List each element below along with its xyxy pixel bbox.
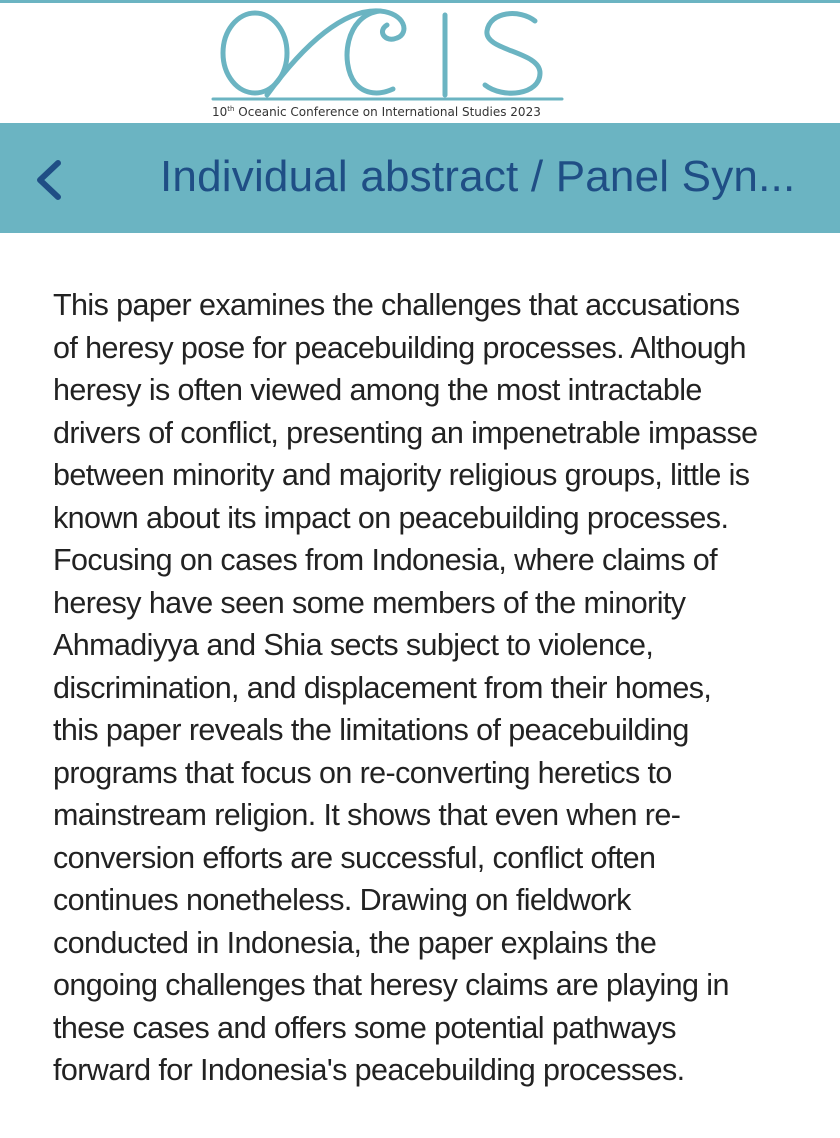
abstract-line: discrimination, and displacement from their homes, — [53, 670, 712, 705]
abstract-line: drivers of conflict, presenting an impenetrable impasse — [53, 415, 758, 450]
abstract-line: ongoing challenges that heresy claims are playing in — [53, 968, 729, 1002]
ocis-logo — [205, 3, 575, 103]
caption-text: Oceanic Conference on International Studies 2023 — [234, 105, 541, 119]
abstract-text — [53, 284, 813, 1092]
header-bar — [0, 123, 840, 233]
conference-caption — [212, 105, 572, 119]
abstract-line: these cases and offers some potential pathways — [53, 1010, 676, 1045]
conference-logo-area — [0, 3, 840, 123]
abstract-line: continues nonetheless. Drawing on fieldwork — [53, 883, 631, 917]
abstract-line: This paper examines the challenges that accusations — [53, 288, 740, 322]
abstract-line: of heresy pose for peacebuilding processes. Although — [53, 330, 746, 365]
abstract-line: conducted in Indonesia, the paper explains the — [53, 925, 657, 960]
abstract-line: conversion efforts are successful, conflict often — [53, 840, 656, 875]
abstract-line: heresy is often viewed among the most intractable — [53, 373, 702, 407]
caption-number: 10 — [212, 105, 228, 119]
abstract-line: programs that focus on re-converting heretics to — [53, 755, 672, 790]
abstract-line: Ahmadiyya and Shia sects subject to violence, — [53, 628, 654, 662]
abstract-line: known about its impact on peacebuilding processes. — [53, 500, 729, 535]
abstract-line: this paper reveals the limitations of peacebuilding — [53, 713, 689, 747]
chevron-left-icon — [22, 151, 78, 207]
abstract-line: forward for Indonesia's peacebuilding processes. — [53, 1053, 685, 1087]
abstract-line: mainstream religion. It shows that even when re- — [53, 798, 681, 832]
abstract-line: Focusing on cases from Indonesia, where claims of — [53, 543, 717, 577]
back-button[interactable] — [22, 151, 78, 207]
page-title: Individual abstract / Panel Syn... — [160, 152, 796, 201]
caption-ordinal: th — [227, 105, 235, 113]
abstract-line: between minority and majority religious groups, little is — [53, 458, 750, 492]
abstract-line: heresy have seen some members of the minority — [53, 585, 686, 620]
